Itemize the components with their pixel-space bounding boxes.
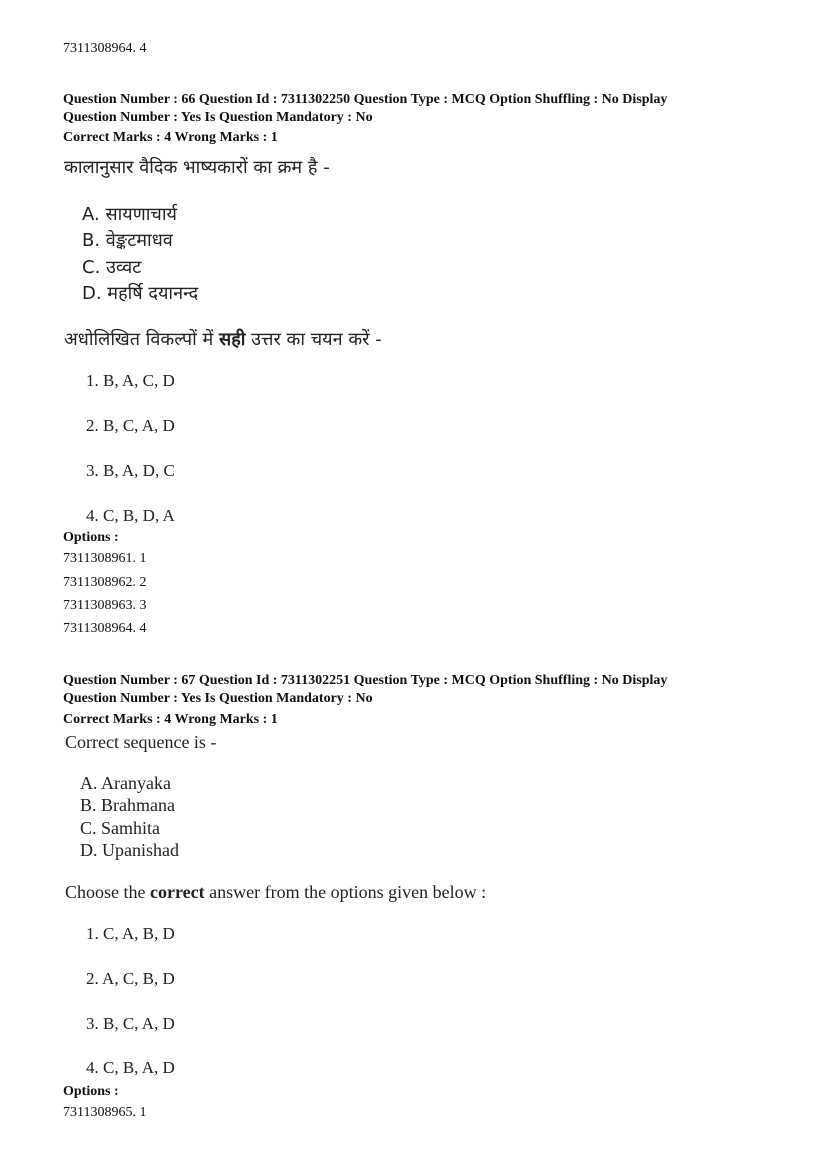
- q66-option-4: 7311308964. 4: [63, 621, 147, 636]
- q66-instruction: [64, 327, 382, 351]
- q66-choice-4: 4. C, B, D, A: [86, 506, 175, 525]
- q66-option-1: 7311308961. 1: [63, 551, 147, 566]
- q67-stem: Correct sequence is -: [65, 732, 217, 752]
- q66-instruction-bold: सही: [219, 329, 246, 350]
- q66-meta-line2: Question Number : Yes Is Question Mandatory : No: [63, 110, 373, 125]
- q67-instruction: [65, 882, 486, 903]
- q67-choice-3: 3. B, C, A, D: [86, 1014, 175, 1033]
- q66-instruction-post: उत्तर का चयन करें -: [245, 329, 382, 350]
- q67-item-a: A. Aranyaka: [80, 773, 171, 793]
- q67-choice-2: 2. A, C, B, D: [86, 969, 175, 988]
- q67-options-label: Options :: [63, 1084, 119, 1099]
- q66-item-c: C. उव्वट: [82, 257, 142, 278]
- q67-item-b: B. Brahmana: [80, 795, 175, 815]
- q67-item-c: C. Samhita: [80, 818, 160, 838]
- q67-meta-line3: Correct Marks : 4 Wrong Marks : 1: [63, 712, 278, 727]
- q67-instruction-bold: correct: [150, 882, 205, 902]
- q66-meta-line1: Question Number : 66 Question Id : 7311302250 Question Type : MCQ Option Shuffling : No Display: [63, 92, 668, 107]
- q66-item-d: D. महर्षि दयानन्द: [82, 283, 199, 304]
- q66-choice-1: 1. B, A, C, D: [86, 371, 175, 390]
- q66-item-b: B. वेङ्कटमाधव: [82, 230, 173, 251]
- q67-meta-line2: Question Number : Yes Is Question Mandatory : No: [63, 691, 373, 706]
- carryover-option: 7311308964. 4: [63, 41, 147, 56]
- q66-meta-line3: Correct Marks : 4 Wrong Marks : 1: [63, 130, 278, 145]
- q67-option-1: 7311308965. 1: [63, 1105, 147, 1120]
- q67-choice-1: 1. C, A, B, D: [86, 924, 175, 943]
- q66-choice-2: 2. B, C, A, D: [86, 416, 175, 435]
- q66-options-label: Options :: [63, 530, 119, 545]
- q66-option-3: 7311308963. 3: [63, 598, 147, 613]
- q66-instruction-pre: अधोलिखित विकल्पों में: [64, 329, 220, 350]
- q67-meta-line1: Question Number : 67 Question Id : 7311302251 Question Type : MCQ Option Shuffling : No Display: [63, 673, 668, 688]
- q67-instruction-pre: Choose the: [65, 882, 150, 902]
- q67-choice-4: 4. C, B, A, D: [86, 1058, 175, 1077]
- q67-item-d: D. Upanishad: [80, 840, 179, 860]
- q66-item-a: A. सायणाचार्य: [82, 204, 177, 225]
- q67-instruction-post: answer from the options given below :: [204, 882, 487, 902]
- q66-option-2: 7311308962. 2: [63, 575, 147, 590]
- q66-stem: कालानुसार वैदिक भाष्यकारों का क्रम है -: [64, 157, 330, 178]
- q66-choice-3: 3. B, A, D, C: [86, 461, 175, 480]
